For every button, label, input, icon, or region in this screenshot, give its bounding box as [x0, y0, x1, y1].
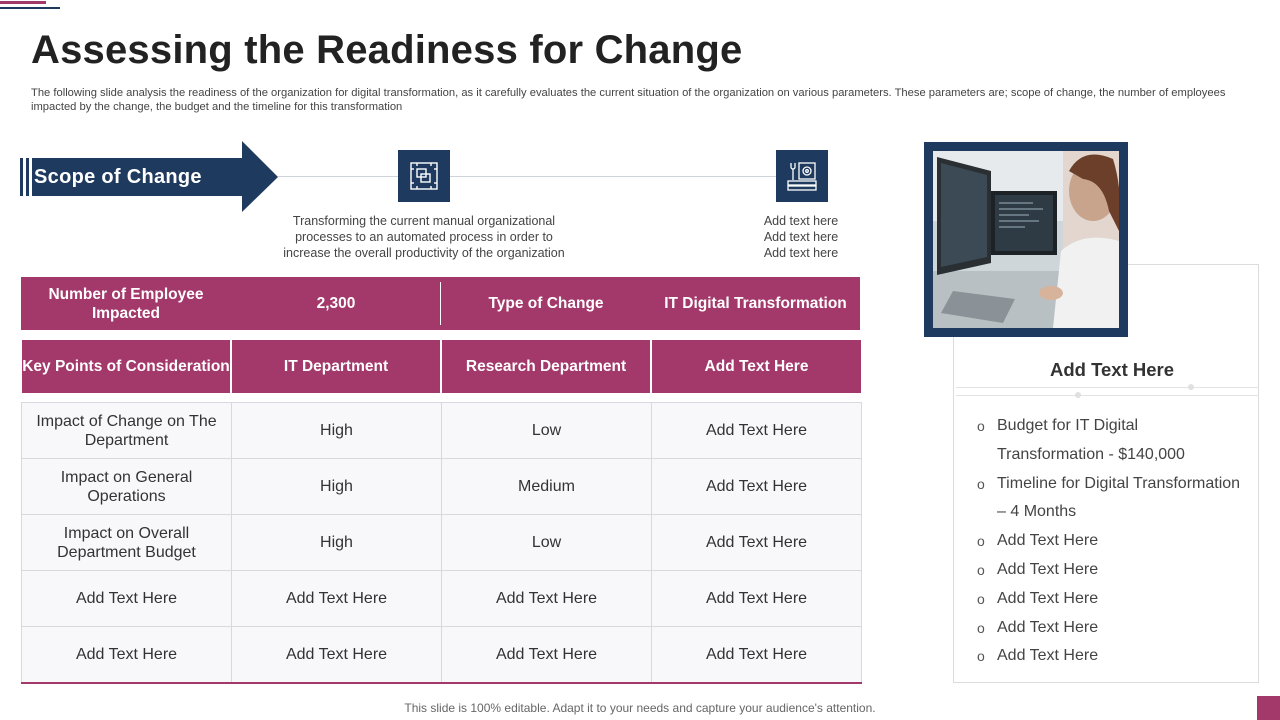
circle-bullet-icon: o: [977, 619, 985, 636]
table-cell: Add Text Here: [651, 627, 862, 682]
list-item: o Timeline for Digital Transformation – 4 Months: [977, 470, 1247, 528]
table-row: [21, 459, 862, 515]
table-cell: Add Text Here: [651, 459, 862, 514]
table-cell: Low: [441, 403, 651, 458]
table-header-cell: IT Department: [232, 340, 440, 393]
timeline-connector: [278, 176, 778, 177]
panel-title: Add Text Here: [1049, 359, 1175, 380]
table-header-cell: Research Department: [442, 340, 650, 393]
table-cell: Medium: [441, 459, 651, 514]
office-photo-frame: [924, 142, 1128, 337]
table-bottom-rule: [21, 682, 862, 684]
corner-square: [1257, 696, 1280, 720]
table-cell: Add Text Here: [231, 571, 441, 626]
table-cell: Add Text Here: [231, 627, 441, 682]
list-item: o Add Text Here: [977, 585, 1247, 614]
scope-step2-description: [740, 213, 862, 261]
table-cell: Add Text Here: [441, 571, 651, 626]
table-row: [21, 627, 862, 683]
employees-value: 2,300: [316, 295, 356, 312]
list-item: o Add Text Here: [977, 556, 1247, 585]
summary-bar: [21, 277, 860, 330]
circle-bullet-icon: o: [977, 475, 985, 492]
panel-bullet-list: [977, 412, 1247, 671]
scope-step2-line: Add text here: [763, 230, 839, 244]
office-photo: [933, 151, 1119, 328]
table-cell: Add Text Here: [651, 571, 862, 626]
circle-bullet-icon: o: [977, 648, 985, 665]
table-row: [21, 571, 862, 627]
slide-footer: This slide is 100% editable. Adapt it to your needs and capture your audience's attention.: [404, 701, 876, 715]
table-cell: High: [231, 459, 441, 514]
table-cell: Impact on General Operations: [21, 459, 231, 514]
table-cell: Low: [441, 515, 651, 570]
table-row: [21, 515, 862, 571]
slide-subtitle: The following slide analysis the readiness of the organization for digital transformation, as it carefully evaluates the current situation of the organization on various parameters. These parameters are; scope of change, the number of employees impacted by the change, the budget and the timeline for this transformation: [31, 87, 1226, 113]
circle-bullet-icon: o: [977, 561, 985, 578]
circle-bullet-icon: o: [977, 590, 985, 607]
scope-of-change-label: Scope of Change: [34, 166, 202, 188]
change-type-value: IT Digital Transformation: [664, 295, 847, 312]
circle-bullet-icon: o: [977, 418, 985, 434]
table-cell: High: [231, 515, 441, 570]
table-cell: High: [231, 403, 441, 458]
change-type-label: Type of Change: [488, 295, 604, 312]
list-item: o Budget for IT Digital Transformation - $140,000: [977, 412, 1247, 470]
list-item: o Add Text Here: [977, 527, 1247, 556]
list-item: o Add Text Here: [977, 614, 1247, 643]
settings-tools-icon: [776, 150, 828, 202]
scope-step2-line: Add text here: [763, 214, 839, 228]
table-cell: Add Text Here: [441, 627, 651, 682]
panel-divider: [956, 395, 1258, 396]
table-row: [21, 403, 862, 459]
circle-bullet-icon: o: [977, 533, 985, 550]
scope-step1-description: Transforming the current manual organizational processes to an automated process in order to increase the overall productivity of the organization: [283, 214, 565, 260]
panel-divider: [956, 387, 1258, 388]
table-header-cell: Key Points of Consideration: [22, 340, 230, 393]
table-cell: Impact of Change on The Department: [21, 403, 231, 458]
table-cell: Add Text Here: [651, 515, 862, 570]
process-automation-icon: [398, 150, 450, 202]
employees-label: Number of Employee Impacted: [48, 285, 204, 322]
table-header: [21, 340, 860, 393]
scope-step2-line: Add text here: [763, 246, 839, 260]
table-cell: Impact on Overall Department Budget: [21, 515, 231, 570]
table-cell: Add Text Here: [21, 571, 231, 626]
table-cell: Add Text Here: [651, 403, 862, 458]
list-item: o Add Text Here: [977, 642, 1247, 671]
table-header-cell: Add Text Here: [652, 340, 861, 393]
slide-title: Assessing the Readiness for Change: [31, 28, 743, 72]
table-cell: Add Text Here: [21, 627, 231, 682]
